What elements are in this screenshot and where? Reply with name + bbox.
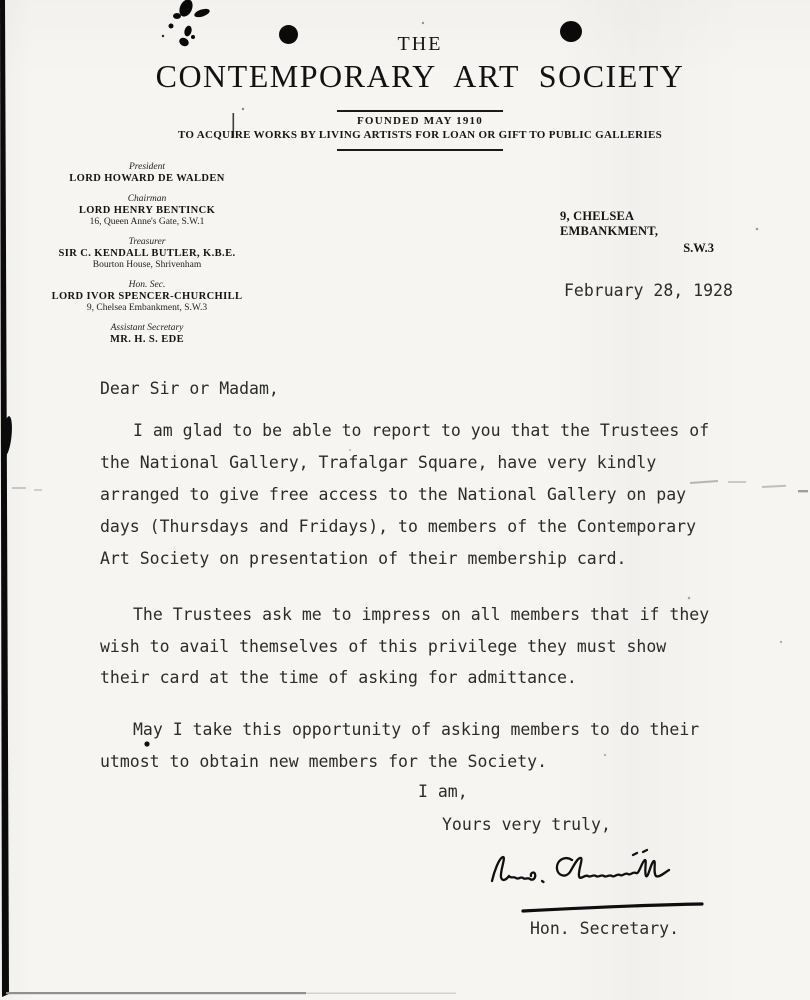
body-line: the National Gallery, Trafalgar Square, have very kindly <box>100 453 657 472</box>
officer-president <box>36 162 258 185</box>
letterhead-motto: TO ACQUIRE WORKS BY LIVING ARTISTS FOR LOAN OR GIFT TO PUBLIC GALLERIES <box>177 129 663 141</box>
officer-address: 9, Chelsea Embankment, S.W.3 <box>86 303 208 313</box>
body-line: their card at the time of asking for admittance. <box>100 668 577 687</box>
letterhead-rule-top <box>337 110 503 112</box>
letterhead-the: THE <box>397 33 443 55</box>
closing-yours-very-truly: Yours very truly, <box>442 815 611 834</box>
officer-treasurer <box>36 237 258 271</box>
signature-handwriting <box>486 845 688 893</box>
bottom-edge-scan-line <box>6 992 456 994</box>
officer-role: President <box>128 162 166 172</box>
body-line: days (Thursdays and Fridays), to members of the Contemporary <box>100 517 697 536</box>
signature-underline <box>520 898 706 916</box>
society-address-line1: 9, CHELSEA EMBANKMENT, <box>560 209 659 238</box>
body-line: The Trustees ask me to impress on all members that if they <box>133 605 710 624</box>
body-line: arranged to give free access to the National Gallery on pay <box>100 485 687 504</box>
officer-role: Assistant Secretary <box>110 323 184 333</box>
body-line: I am glad to be able to report to you that the Trustees of <box>133 421 710 440</box>
officer-role: Chairman <box>127 194 167 204</box>
signer-title: Hon. Secretary. <box>530 919 680 938</box>
officer-assistant-secretary <box>36 323 258 346</box>
left-edge-scan-line <box>0 0 14 997</box>
officer-name: LORD IVOR SPENCER-CHURCHILL <box>51 291 243 302</box>
salutation: Dear Sir or Madam, <box>100 379 279 398</box>
officer-name: LORD HOWARD DE WALDEN <box>69 173 225 184</box>
letterhead-title: CONTEMPORARY ART SOCIETY <box>155 58 685 94</box>
officer-chairman <box>36 194 258 228</box>
closing-i-am: I am, <box>418 782 468 801</box>
body-line: May I take this opportunity of asking members to do their <box>133 720 700 739</box>
letterhead-founded: FOUNDED MAY 1910 <box>357 115 483 127</box>
officer-role: Hon. Sec. <box>128 280 166 290</box>
body-line: utmost to obtain new members for the Society. <box>100 752 548 771</box>
letterhead-rule-bottom <box>337 149 503 151</box>
officer-name: SIR C. KENDALL BUTLER, K.B.E. <box>58 248 236 259</box>
body-line: wish to avail themselves of this privilege they must show <box>100 637 667 656</box>
officer-name: MR. H. S. EDE <box>109 334 185 345</box>
officer-address: 16, Queen Anne's Gate, S.W.1 <box>89 217 205 227</box>
society-address-line2: S.W.3 <box>683 241 714 255</box>
society-address <box>560 209 716 256</box>
letter-date: February 28, 1928 <box>564 281 733 300</box>
officers-list <box>36 162 258 355</box>
officer-role: Treasurer <box>128 237 166 247</box>
body-line: Art Society on presentation of their membership card. <box>100 549 627 568</box>
officer-hon-sec <box>36 280 258 314</box>
officer-address: Bourton House, Shrivenham <box>92 260 202 270</box>
officer-name: LORD HENRY BENTINCK <box>78 205 216 216</box>
